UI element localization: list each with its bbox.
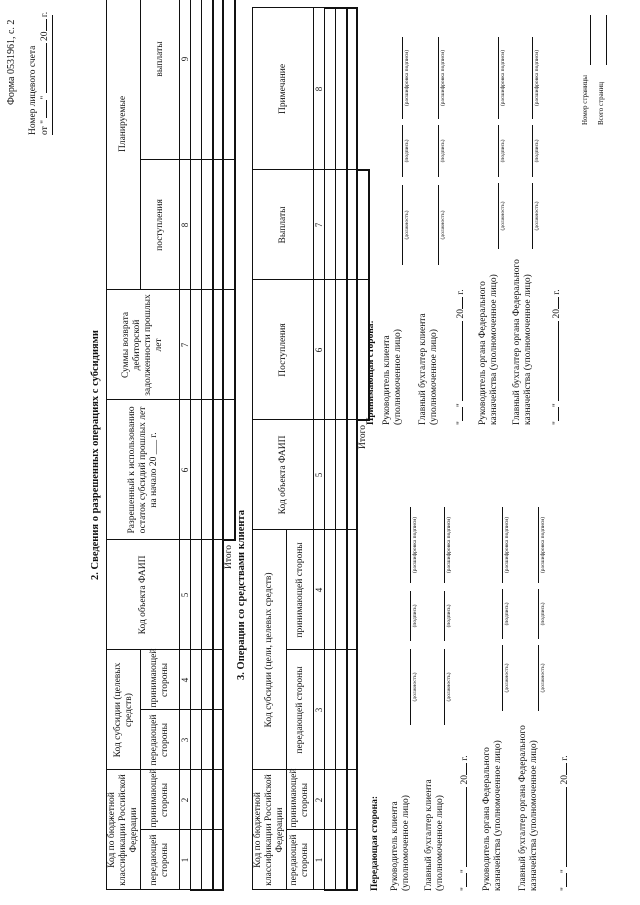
left-chief-accountant-position-line [444,649,445,725]
section2-table [106,0,236,891]
right-chief-treasury-decoding-cap: (расшифровка подписи) [534,49,540,107]
left-chief-accountant-signature-cap: (подпись) [446,604,452,628]
section3-table [252,7,370,891]
right-chief-treasury-position-cap: (должность) [534,201,540,231]
left-head-treasury-signature-line [502,589,503,639]
account-number-line [52,15,53,135]
right-head-treasury-signature-line [498,125,499,177]
left-chief-accountant-decoding-cap: (расшифровка подписи) [446,516,452,574]
right-chief-treasury-signature-line [532,125,533,177]
left-chief-treasury-decoding-line [538,507,539,583]
left-head-client-position-cap: (должность) [412,672,418,702]
table-row [191,0,202,890]
year-suffix: г. [552,289,562,295]
table-row [213,0,223,890]
right-chief-accountant-signature-line [438,125,439,177]
s3-colnum-3: 3 [314,650,325,770]
s3-colnum-1: 1 [314,830,325,890]
s3-total-label: Итого [357,420,369,890]
left-date-1 [460,755,470,891]
s2-colnum-8: 8 [180,160,191,290]
page-number-line [590,15,591,65]
left-head-client-decoding-cap: (расшифровка подписи) [412,516,418,574]
year-prefix: 20 [560,774,570,785]
s2-header-receipts: поступления [141,160,180,290]
s3-header-budget-code: Код по бюджетной классификации Российской Федерации [253,770,287,890]
left-head-client-label: Руководитель клиента (уполномоченное лицо) [390,795,411,891]
s3-header-subsidy-code: Код субсидии (цели, целевых средств) [253,530,287,770]
section3-title: 3. Операции со средствами клиента [236,510,247,680]
s2-header-faip-code: Код объекта ФАИП [107,540,180,650]
right-head-client-decoding-line [402,37,403,119]
right-chief-treasury-position-line [532,183,533,249]
left-head-treasury-position-cap: (должность) [504,663,510,693]
year-suffix: г. [560,755,570,761]
s2-header-transferring-2: передающей стороны [141,710,180,770]
s3-colnum-8: 8 [314,8,325,170]
date-close-quote: " [456,403,466,408]
left-date-2 [560,755,570,891]
left-chief-treasury-position-cap: (должность) [540,663,546,693]
s3-header-transferring-1: передающей стороны [287,830,314,890]
account-date [40,12,50,135]
table-row [325,8,336,890]
year-suffix: г. [456,289,466,295]
transferring-side-title: Передающая сторона: [370,795,380,891]
right-chief-treasury-signature-cap: (подпись) [534,139,540,163]
s2-header-transferring-1: передающей стороны [141,830,180,890]
s3-colnum-4: 4 [314,530,325,650]
s2-header-receiving-1: принимающей стороны [141,770,180,830]
right-date-2 [552,289,562,425]
s3-colnum-2: 2 [314,770,325,830]
date-open-quote: " [552,421,562,425]
left-chief-treasury-signature-line [538,589,539,639]
account-number-label: Номер лицевого счета [28,45,38,135]
left-chief-accountant-position-cap: (должность) [446,672,452,702]
s3-colnum-5: 5 [314,420,325,530]
s2-header-payments: выплаты [141,0,180,160]
left-head-treasury-decoding-line [502,507,503,583]
s3-header-receiving-1: принимающей стороны [287,770,314,830]
right-head-treasury-signature-cap: (подпись) [500,139,506,163]
date-open-quote: " [456,421,466,425]
s3-header-payments: Выплаты [253,170,314,280]
date-close-quote: " [460,869,470,874]
right-chief-accountant-signature-cap: (подпись) [440,139,446,163]
s3-header-transferring-2: передающей стороны [287,650,314,770]
table-row [347,8,357,890]
right-head-treasury-label: Руководитель органа Федерального казначейства (уполномоченное лицо) [478,274,499,425]
right-chief-accountant-position-line [438,185,439,265]
date-close-quote: " [552,403,562,408]
left-chief-treasury-signature-cap: (подпись) [540,602,546,626]
form-reference: Форма 0531961, с. 2 [6,19,17,105]
s3-header-receipts: Поступления [253,280,314,420]
left-head-treasury-decoding-cap: (расшифровка подписи) [504,516,510,574]
left-head-treasury-label: Руководитель органа Федерального казначейства (уполномоченное лицо) [482,740,503,891]
right-chief-accountant-client-label: Главный бухгалтер клиента (уполномоченное лицо) [418,313,439,425]
left-chief-treasury-position-line [538,645,539,711]
s2-colnum-9: 9 [180,0,191,160]
s3-header-receiving-2: принимающей стороны [287,530,314,650]
date-open-quote: " [560,887,570,891]
s3-colnum-6: 6 [314,280,325,420]
date-open-quote: " [460,887,470,891]
right-head-client-decoding-cap: (расшифровка подписи) [404,49,410,107]
s2-total-label: Итого [223,540,235,890]
year-prefix: 20 [456,308,466,319]
s2-header-allowed-balance: Разрешенный к использованию остаток субсидий прошлых лет на начало 20 ___ г. [107,400,180,540]
left-chief-accountant-decoding-line [444,507,445,583]
date-close-quote: " [560,869,570,874]
date-from-label: от " [40,119,50,135]
s2-header-debt-return: Суммы возврата дебиторской задолженности прошлых лет [107,290,180,400]
left-chief-accountant-treasury-label: Главный бухгалтер органа Федерального казначейства (уполномоченное лицо) [518,725,539,891]
s2-colnum-6: 6 [180,400,191,540]
total-pages-label: Всего страниц [597,81,605,125]
right-head-client-position-cap: (должность) [404,210,410,240]
s3-colnum-7: 7 [314,170,325,280]
year-prefix: 20 [552,308,562,319]
year-prefix: 20 [460,774,470,785]
right-date-1 [456,289,466,425]
s3-header-faip-code: Код объекта ФАИП [253,420,314,530]
date-quote: " [40,95,50,100]
right-head-client-signature-cap: (подпись) [404,139,410,163]
table-row [202,0,214,890]
right-head-client-position-line [402,185,403,265]
left-head-client-signature-line [410,591,411,641]
s2-header-planned: Планируемые [107,0,141,290]
s2-colnum-3: 3 [180,710,191,770]
year-suffix: г. [40,11,50,18]
page-number-label: Номер страницы [581,74,589,125]
left-head-treasury-position-line [502,645,503,711]
right-head-treasury-decoding-line [498,37,499,119]
s3-header-note: Примечание [253,8,314,170]
s2-colnum-5: 5 [180,540,191,650]
right-head-client-signature-line [402,125,403,177]
right-chief-accountant-decoding-cap: (расшифровка подписи) [440,49,446,107]
s3-total-row [357,8,369,890]
right-chief-accountant-treasury-label: Главный бухгалтер органа Федерального казначейства (уполномоченное лицо) [512,259,533,425]
right-head-treasury-decoding-cap: (расшифровка подписи) [500,49,506,107]
right-chief-accountant-position-cap: (должность) [440,210,446,240]
s2-colnum-7: 7 [180,290,191,400]
left-head-client-signature-cap: (подпись) [412,604,418,628]
year-suffix: г. [460,755,470,761]
receiving-side-title: Принимающая сторона: [366,320,376,425]
left-chief-accountant-signature-line [444,591,445,641]
s2-colnum-2: 2 [180,770,191,830]
s2-header-receiving-2: принимающей стороны [141,650,180,710]
s2-colnum-1: 1 [180,830,191,890]
right-head-client-label: Руководитель клиента (уполномоченное лицо) [382,329,403,425]
table-row [336,8,348,890]
s2-header-budget-code: Код по бюджетной классификации Российской Федерации [107,770,141,890]
total-pages-line [606,15,607,65]
right-head-treasury-position-line [498,183,499,249]
s2-colnum-4: 4 [180,650,191,710]
s2-header-subsidy-code: Код субсидии (целевых средств) [107,650,141,770]
left-head-treasury-signature-cap: (подпись) [504,602,510,626]
s2-total-row [223,0,235,890]
right-chief-accountant-decoding-line [438,37,439,119]
left-chief-treasury-decoding-cap: (расшифровка подписи) [540,516,546,574]
section2-title: 2. Сведения о разрешенных операциях с субсидиями [90,330,101,580]
left-head-client-decoding-line [410,507,411,583]
right-chief-treasury-decoding-line [532,37,533,119]
year-prefix: 20 [40,31,50,41]
left-head-client-position-line [410,649,411,725]
right-head-treasury-position-cap: (должность) [500,201,506,231]
left-chief-accountant-client-label: Главный бухгалтер клиента (уполномоченное лицо) [424,779,445,891]
